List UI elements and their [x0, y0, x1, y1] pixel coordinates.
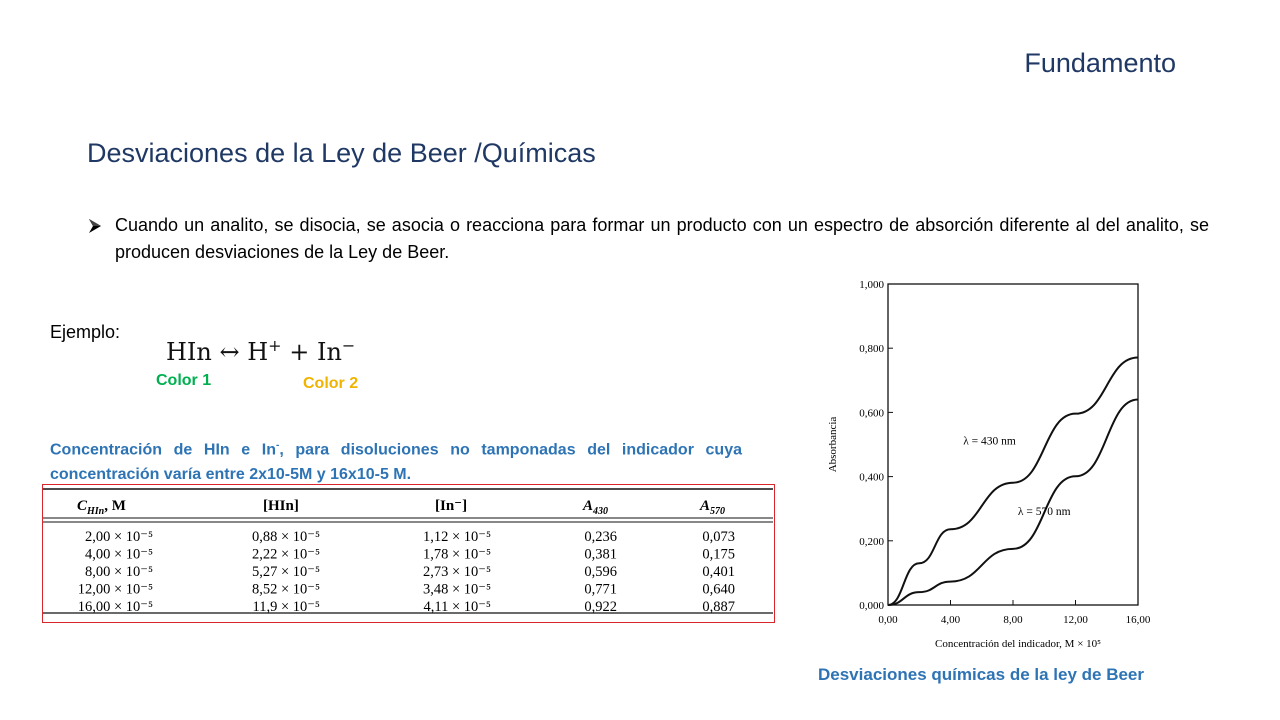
caption-sup: - [276, 440, 280, 451]
table-cell: 4,11 × 10⁻⁵ [423, 599, 491, 615]
caption-part2: , para disoluciones no tamponadas del indicador cuya concentración varía entre 2x10-5M y 16x10-5 M. [50, 441, 742, 484]
table-cell: 8,00 × 10⁻⁵ [84, 564, 153, 580]
table-cell: 0,640 [702, 581, 735, 598]
table-cell: 2,73 × 10⁻⁵ [422, 564, 491, 580]
section-title: Fundamento [1024, 48, 1176, 78]
table-cell: 0,401 [702, 564, 735, 580]
y-tick-label: 0,600 [859, 407, 884, 420]
example-label: Ejemplo: [50, 322, 121, 342]
absorbance-chart [820, 270, 1165, 660]
table-cell: 0,596 [584, 564, 617, 580]
table-cell: 0,236 [584, 529, 617, 545]
table-cell: 12,00 × 10⁻⁵ [77, 581, 153, 598]
y-tick-label: 0,800 [859, 343, 884, 356]
color2-label: Color 2 [303, 375, 359, 392]
table-cell: 0,073 [702, 529, 735, 545]
table-header: [HIn] [263, 498, 299, 514]
table-cell: 3,48 × 10⁻⁵ [422, 581, 491, 598]
arrow-bullet-icon [87, 212, 107, 242]
equation-minus-sup: − [341, 336, 356, 355]
table-cell: 11,9 × 10⁻⁵ [252, 599, 320, 615]
data-table [42, 484, 775, 623]
equation [166, 336, 355, 366]
table-cell: 1,78 × 10⁻⁵ [422, 546, 491, 563]
x-tick-label: 16,00 [1125, 614, 1151, 626]
table-header: $C_{HIn}$, M [77, 498, 126, 517]
bullet-item [87, 212, 1209, 266]
slide-heading: Desviaciones de la Ley de Beer /Químicas [87, 138, 596, 168]
table-header: $A_{430}$ [583, 498, 609, 517]
table-cell: 0,887 [702, 599, 735, 615]
table-header: $A_{570}$ [700, 498, 726, 517]
table-caption [50, 433, 742, 487]
y-tick-label: 1,000 [859, 279, 884, 291]
table-header: [In⁻] [435, 498, 468, 514]
table-cell: 2,00 × 10⁻⁵ [84, 529, 153, 545]
table-cell: 5,27 × 10⁻⁵ [251, 564, 320, 580]
chart-svg [820, 270, 1165, 660]
x-tick-label: 12,00 [1063, 614, 1088, 626]
caption-part1: Concentración de HIn e In [50, 441, 276, 459]
table-cell: 0,381 [584, 546, 617, 563]
table-cell: 4,00 × 10⁻⁵ [84, 546, 153, 563]
table-svg [43, 485, 773, 621]
series-label-1: λ = 430 nm [963, 435, 1016, 448]
equation-left: HIn ↔ H [166, 338, 269, 366]
color1-label: Color 1 [156, 372, 212, 389]
table-cell: 8,52 × 10⁻⁵ [251, 581, 320, 598]
y-tick-label: 0,200 [859, 535, 884, 548]
x-tick-label: 8,00 [1003, 614, 1023, 626]
y-axis-label: Absorbancia [827, 416, 839, 473]
table-cell: 2,22 × 10⁻⁵ [251, 546, 320, 563]
x-tick-label: 4,00 [940, 614, 961, 626]
y-tick-label: 0,000 [859, 600, 884, 612]
equation-plus-sup: + [268, 336, 282, 355]
table-cell: 0,175 [702, 546, 735, 563]
bullet-text: Cuando un analito, se disocia, se asocia o reacciona para formar un producto con un espectro de absorción diferente al del analito, se producen desviaciones de la Ley de Beer. [115, 215, 1209, 262]
table-cell: 0,922 [584, 599, 617, 615]
table-cell: 0,88 × 10⁻⁵ [251, 529, 320, 545]
x-axis-label: Concentración del indicador, M × 10⁵ [935, 638, 1101, 650]
figure-caption: Desviaciones químicas de la ley de Beer [818, 665, 1144, 684]
table-cell: 1,12 × 10⁻⁵ [422, 529, 491, 545]
table-cell: 0,771 [584, 581, 617, 598]
series-label-2: λ = 570 nm [1017, 506, 1071, 519]
series-line-2 [888, 400, 1138, 605]
table-cell: 16,00 × 10⁻⁵ [77, 599, 153, 615]
x-tick-label: 0,00 [878, 614, 898, 626]
y-tick-label: 0,400 [859, 471, 884, 484]
equation-middle: + In [289, 338, 342, 366]
series-line-1 [888, 358, 1138, 605]
